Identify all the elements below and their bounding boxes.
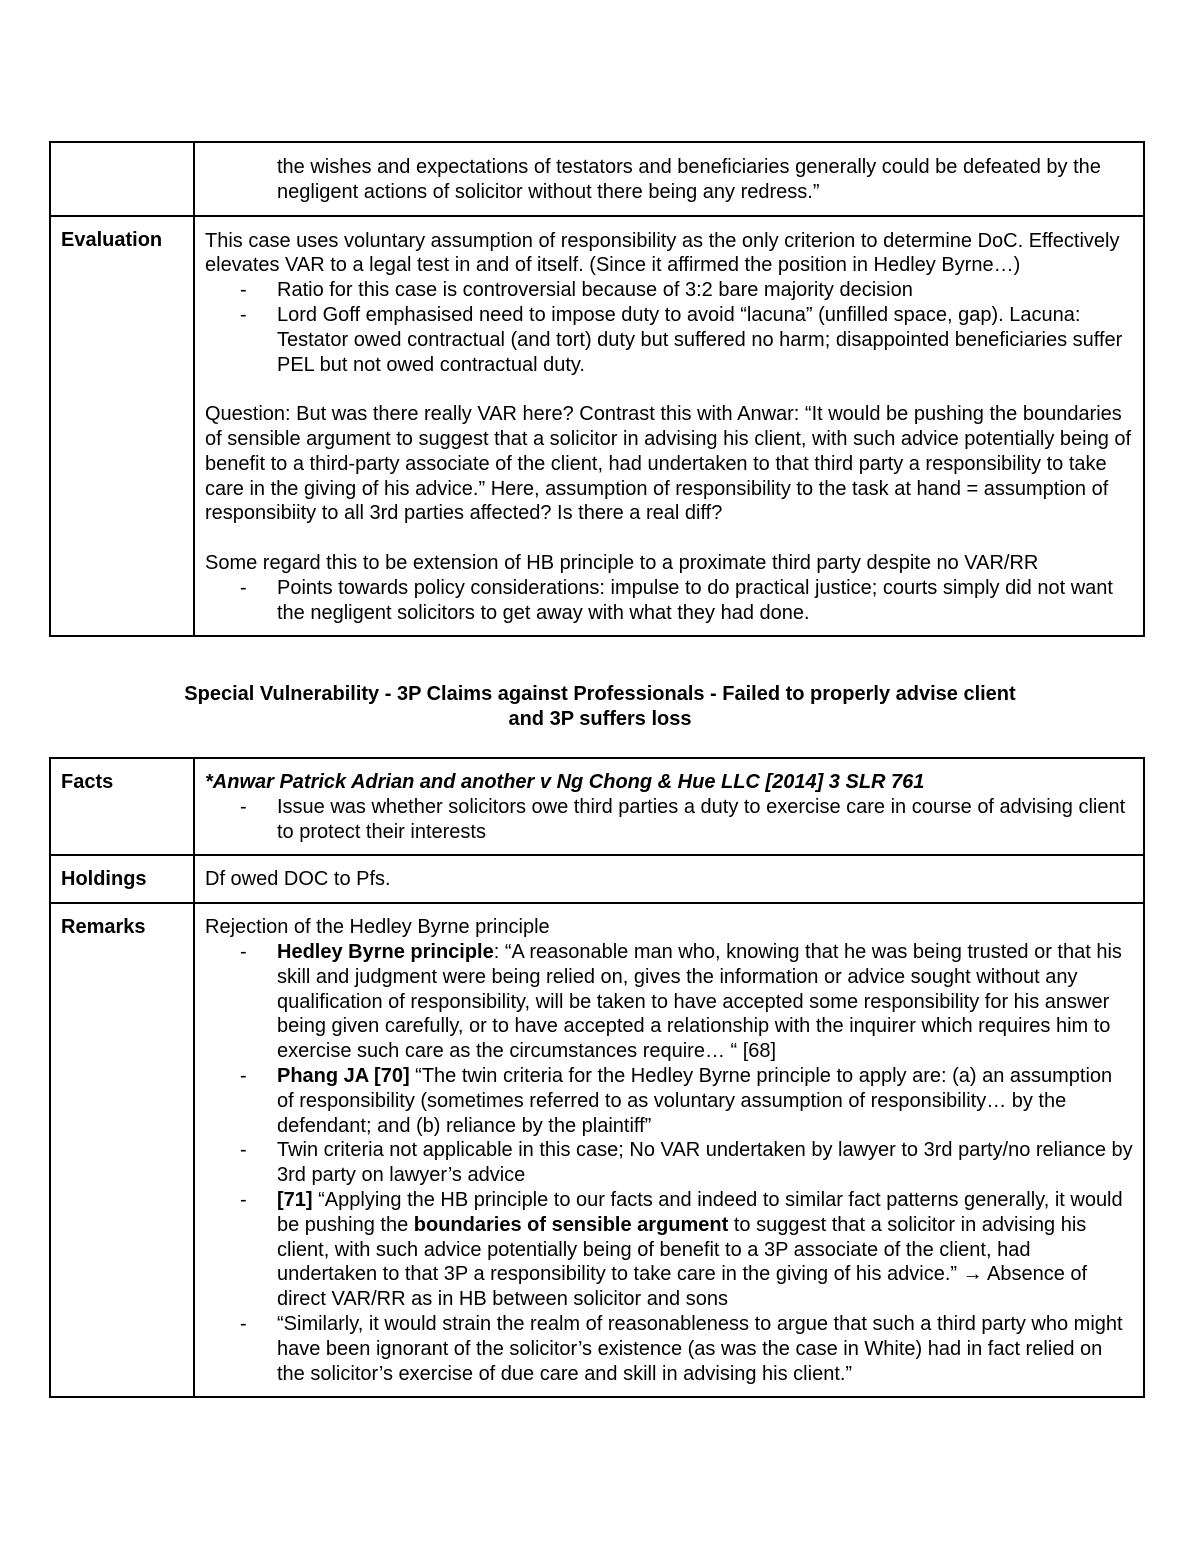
evaluation-bullet-2: - Lord Goff emphasised need to impose duty to avoid “lacuna” (unfilled space, gap). Lacuna: Testator owed contractual (and tort) duty but suffered no harm; disappointed beneficiaries suffer PEL but not owed contractual duty. (277, 303, 1133, 377)
evaluation-table (49, 141, 1145, 637)
evaluation-bullet-policy: - Points towards policy considerations: impulse to do practical justice; courts simply did not want the negligent solicitors to get away with what they had done. (277, 576, 1133, 626)
holdings-label: Holdings (50, 855, 194, 903)
remarks-bullet-4 (277, 1188, 1133, 1312)
facts-row (50, 758, 1144, 855)
remarks-intro: Rejection of the Hedley Byrne principle (205, 916, 550, 939)
remarks-bullet-2 (277, 1064, 1133, 1138)
section-heading (49, 682, 1151, 732)
remarks-bullet-2-text: “The twin criteria for the Hedley Byrne principle to apply are: (a) an assumption of responsibility (sometimes referred to as voluntary assumption of responsibility… by the defendant; and (b) reliance by the plaintiff” (277, 1064, 1113, 1137)
continuation-label-cell (50, 142, 194, 216)
holdings-text: Df owed DOC to Pfs. (205, 868, 391, 891)
holdings-cell (194, 855, 1144, 903)
continuation-row (50, 142, 1144, 216)
remarks-label: Remarks (50, 903, 194, 1397)
phang-ja-citation: Phang JA [70] (277, 1064, 410, 1087)
evaluation-row (50, 216, 1144, 637)
evaluation-label: Evaluation (50, 216, 194, 637)
facts-bullet-1: - Issue was whether solicitors owe third parties a duty to exercise care in course of advising client to protect their interests (277, 795, 1133, 845)
case-name: *Anwar Patrick Adrian and another v Ng Chong & Hue LLC [2014] 3 SLR 761 (205, 771, 925, 793)
holdings-row (50, 855, 1144, 903)
facts-cell (194, 758, 1144, 855)
evaluation-cell (194, 216, 1144, 637)
remarks-bullets (205, 940, 1133, 1386)
remarks-bullet-3: - Twin criteria not applicable in this case; No VAR undertaken by lawyer to 3rd party/no reliance by 3rd party on lawyer’s advice (277, 1138, 1133, 1188)
boundaries-term: boundaries of sensible argument (413, 1213, 729, 1236)
remarks-bullet-5: - “Similarly, it would strain the realm of reasonableness to argue that such a third party who might have been ignorant of the solicitor’s existence (as was the case in White) had in fact relied on the solicitor’s exercise of due care and skill in advising his client.” (277, 1312, 1133, 1386)
hedley-byrne-principle-term: Hedley Byrne principle (277, 940, 494, 963)
remarks-cell (194, 903, 1144, 1397)
continuation-text: the wishes and expectations of testators and beneficiaries generally could be defeated by the negligent actions of solicitor without there being any redress.” (277, 156, 1101, 203)
section-heading-line-1: Special Vulnerability - 3P Claims against Professionals - Failed to properly advise client (184, 683, 1016, 705)
remarks-bullet-1-text: : “A reasonable man who, knowing that he was being trusted or that his skill and judgment were being relied on, gives the information or advice sought without any qualification of responsibility, will be taken to have accepted some responsibility for his answer being given carefully, or to have accepted a relationship with the inquirer which requires him to exercise such care as the circumstances require… “ [68] (277, 940, 1122, 1063)
evaluation-question: Question: But was there really VAR here? Contrast this with Anwar: “It would be pushing the boundaries of sensible argument to suggest that a solicitor in advising his client, with such advice potentially being of benefit to a third-party associate of the client, had undertaken to that third party a responsibility to take care in the giving of his advice.” Here, assumption of responsibility to the task at hand = assumption of responsibiity to all 3rd parties affected? Is there a real diff? (205, 403, 1132, 525)
evaluation-intro: This case uses voluntary assumption of responsibility as the only criterion to determine DoC. Effectively elevates VAR to a legal test in and of itself. (Since it affirmed the position in Hedley Byrne…) (205, 229, 1120, 277)
facts-label: Facts (50, 758, 194, 855)
remarks-bullet-1 (277, 940, 1133, 1064)
facts-bullets (205, 795, 1133, 845)
continuation-cell (194, 142, 1144, 216)
section-heading-line-2: and 3P suffers loss (508, 708, 692, 730)
paragraph-71-citation: [71] (277, 1188, 313, 1211)
evaluation-some-regard: Some regard this to be extension of HB principle to a proximate third party despite no VAR/RR (205, 551, 1039, 574)
remarks-row (50, 903, 1144, 1397)
evaluation-bullet-1: - Ratio for this case is controversial because of 3:2 bare majority decision (277, 278, 1133, 303)
case-table (49, 757, 1145, 1398)
evaluation-policy-bullets (205, 576, 1133, 626)
evaluation-bullets (205, 278, 1133, 377)
remarks-bullet-4-text-b: to suggest that a solicitor in advising his client, with such advice potentially being of benefit to a 3P associate of the client, had undertaken to that 3P a responsibility to take care in the giving of his advice.” → Absence of direct VAR/RR as in HB between solicitor and sons (277, 1213, 1088, 1311)
remarks-bullet-4-text-a: “Applying the HB principle to our facts and indeed to similar fact patterns generally, it would be pushing the (277, 1188, 1123, 1236)
